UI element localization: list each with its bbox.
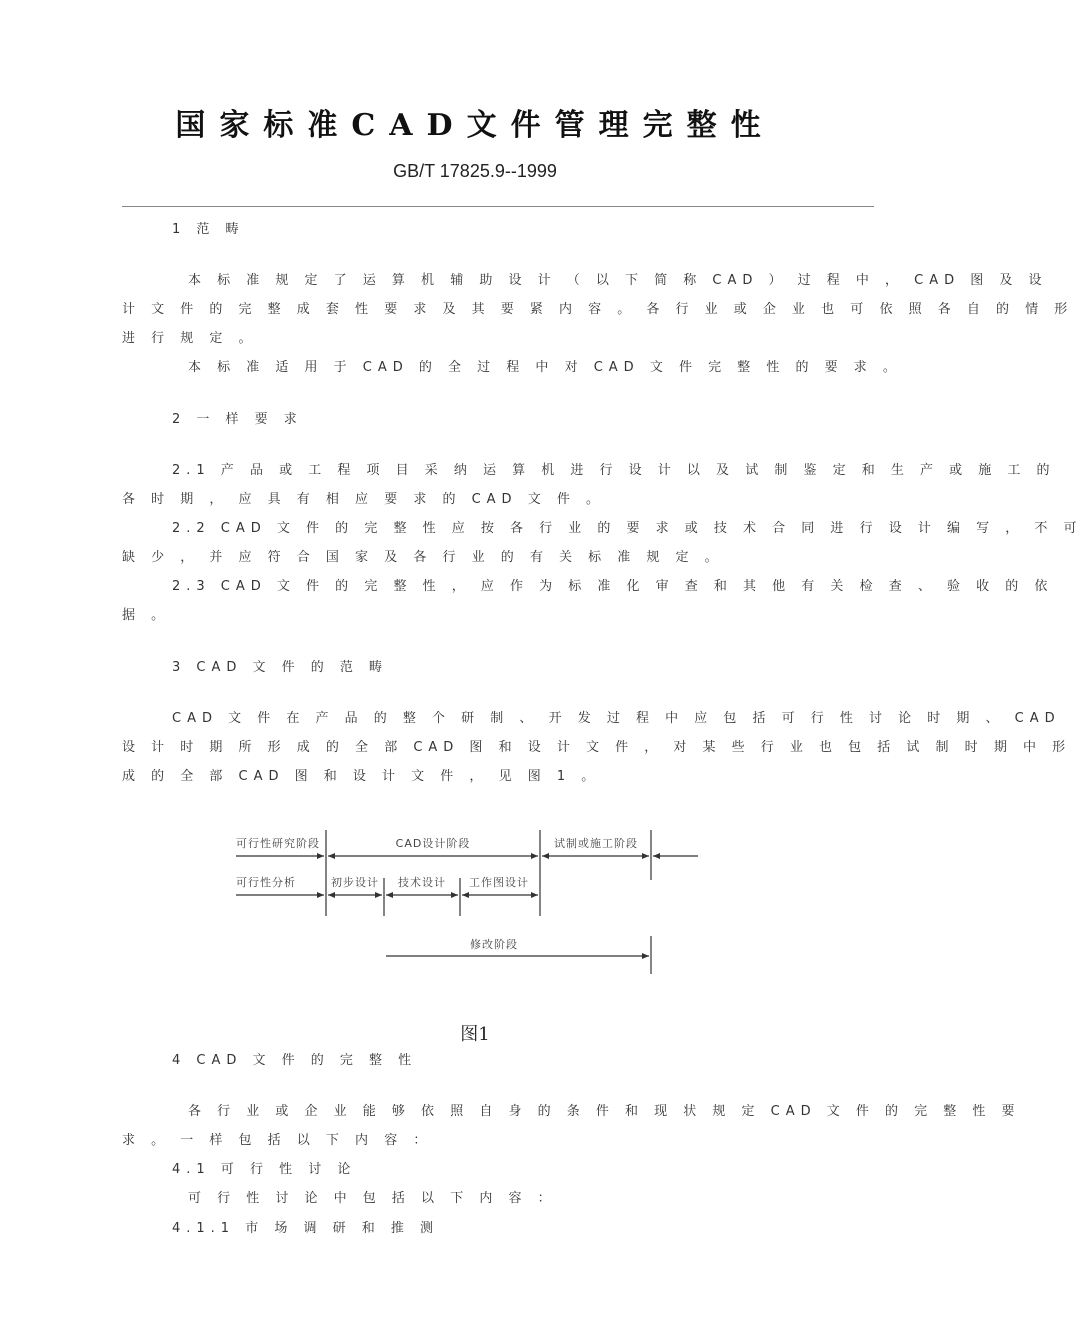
label-modification-stage: 修改阶段: [470, 938, 518, 951]
section-3-paragraph-line-3: 成 的 全 部 CAD 图 和 设 计 文 件 ， 见 图 1 。: [122, 769, 601, 784]
item-2-2-line-1: 2.2 CAD 文 件 的 完 整 性 应 按 各 行 业 的 要 求 或 技 术 合 同 进 行 设 计 编 写 ， 不 可: [172, 521, 1083, 536]
section-2-heading: 2 一 样 要 求: [172, 412, 303, 427]
section-4-heading: 4 CAD 文 件 的 完 整 性: [172, 1053, 418, 1068]
item-2-2-line-2: 缺 少 ， 并 应 符 合 国 家 及 各 行 业 的 有 关 标 准 规 定 。: [122, 550, 724, 565]
figure-caption: 图1: [460, 1024, 490, 1045]
section-1-heading: 1 范 畴: [172, 222, 245, 237]
document-title: 国家标准CAD文件管理完整性: [175, 108, 775, 143]
section-3-heading: 3 CAD 文 件 的 范 畴: [172, 660, 389, 675]
subsection-4-1-heading: 4.1 可 行 性 讨 论: [172, 1162, 357, 1177]
standard-number: GB/T 17825.9--1999: [393, 161, 557, 181]
stage-diagram: [0, 810, 950, 1000]
subsection-4-1-paragraph: 可 行 性 讨 论 中 包 括 以 下 内 容 ：: [188, 1191, 557, 1206]
section-1-paragraph-1-line-3: 进 行 规 定 。: [122, 331, 258, 346]
section-3-paragraph-line-1: CAD 文 件 在 产 品 的 整 个 研 制 、 开 发 过 程 中 应 包 括 可 行 性 讨 论 时 期 、 CAD: [172, 711, 1061, 726]
label-feasibility-stage: 可行性研究阶段: [236, 837, 320, 850]
label-working-drawing-design: 工作图设计: [469, 876, 529, 889]
item-2-3-line-1: 2.3 CAD 文 件 的 完 整 性 ， 应 作 为 标 准 化 审 查 和 其 他 有 关 检 查 、 验 收 的 依: [172, 579, 1054, 594]
label-technical-design: 技术设计: [398, 876, 446, 889]
section-3-paragraph-line-2: 设 计 时 期 所 形 成 的 全 部 CAD 图 和 设 计 文 件 ， 对 某 些 行 业 也 包 括 试 制 时 期 中 形: [122, 740, 1072, 755]
label-preliminary-design: 初步设计: [331, 876, 379, 889]
section-1-paragraph-2: 本 标 准 适 用 于 CAD 的 全 过 程 中 对 CAD 文 件 完 整 性 的 要 求 。: [188, 360, 902, 375]
section-1-paragraph-1-line-2: 计 文 件 的 完 整 成 套 性 要 求 及 其 要 紧 内 容 。 各 行 业 或 企 业 也 可 依 照 各 自 的 情 形: [122, 302, 1074, 317]
section-4-paragraph-line-1: 各 行 业 或 企 业 能 够 依 照 自 身 的 条 件 和 现 状 规 定 CAD 文 件 的 完 整 性 要: [188, 1104, 1021, 1119]
header-divider: [122, 206, 874, 207]
section-4-paragraph-line-2: 求 。 一 样 包 括 以 下 内 容 ：: [122, 1133, 433, 1148]
label-cad-design-stage: CAD设计阶段: [395, 837, 471, 850]
label-feasibility-analysis: 可行性分析: [236, 876, 296, 889]
item-2-3-line-2: 据 。: [122, 608, 171, 623]
item-2-1-line-1: 2.1 产 品 或 工 程 项 目 采 纳 运 算 机 进 行 设 计 以 及 试 制 鉴 定 和 生 产 或 施 工 的: [172, 463, 1056, 478]
label-trial-stage: 试制或施工阶段: [554, 837, 638, 850]
item-2-1-line-2: 各 时 期 ， 应 具 有 相 应 要 求 的 CAD 文 件 。: [122, 492, 605, 507]
section-1-paragraph-1-line-1: 本 标 准 规 定 了 运 算 机 辅 助 设 计 （ 以 下 简 称 CAD ） 过 程 中 ， CAD 图 及 设: [188, 273, 1048, 288]
subsection-4-1-1-heading: 4.1.1 市 场 调 研 和 推 测: [172, 1221, 440, 1236]
